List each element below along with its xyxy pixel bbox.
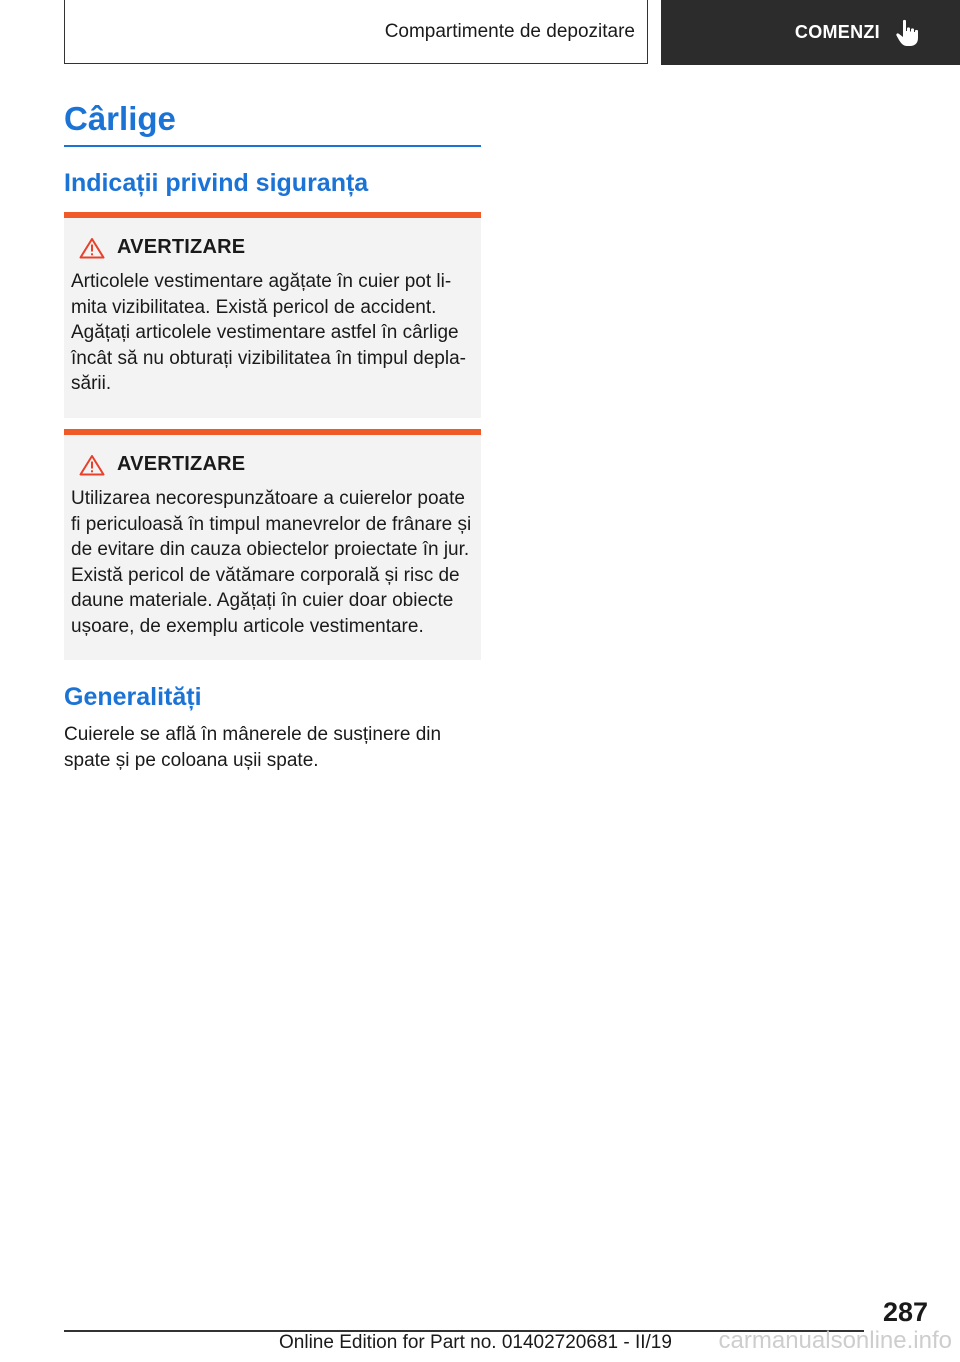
warning-text-line: mita vizibilitatea. Există pericol de accident. — [71, 296, 437, 318]
footer-edition-text: Online Edition for Part no. 01402720681 - II/19 — [279, 1332, 672, 1353]
warning-title: AVERTIZARE — [117, 453, 246, 475]
header-section-title: Compartimente de depozitare — [384, 20, 635, 42]
warning-text-line: daune materiale. Agățați în cuier doar obiecte — [71, 590, 454, 611]
warning-header — [71, 453, 471, 476]
watermark: carmanualsonline.info — [718, 1327, 952, 1354]
header-tab-comenzi[interactable] — [661, 0, 960, 65]
warning-text-line: Agățați articolele vestimentare astfel în cârlige — [71, 322, 459, 343]
warning-text-line: de evitare din cauza obiectelor proiectate în jur. — [71, 539, 470, 560]
warning-text-line: Articolele vestimentare agățate în cuier pot li- — [71, 271, 452, 292]
warning-header — [71, 236, 471, 259]
warning-box-1 — [64, 212, 481, 418]
body-text-line: Cuierele se află în mânerele de susținere din — [64, 724, 442, 745]
warning-box-2 — [64, 429, 481, 660]
page-title: Cârlige — [64, 100, 176, 137]
safety-heading: Indicații privind siguranța — [64, 169, 369, 197]
warning-text-line: încât să nu obturați vizibilitatea în timpul depla- — [71, 347, 466, 369]
warning-text-line: ușoare, de exemplu articole vestimentare. — [71, 615, 424, 637]
title-divider — [64, 145, 481, 147]
warning-text-line: Există pericol de vătămare corporală și risc de — [71, 564, 460, 586]
warning-triangle-icon — [79, 454, 105, 476]
header-tab-label: COMENZI — [794, 22, 880, 42]
general-body — [64, 722, 441, 773]
warning-triangle-icon — [79, 237, 105, 259]
warning-text-line: fi periculoasă în timpul manevrelor de frânare și — [71, 513, 472, 535]
body-text-line: spate și pe coloana ușii spate. — [64, 749, 319, 771]
warning-text-line: Utilizarea necorespunzătoare a cuierelor poate — [71, 488, 465, 509]
general-heading: Generalități — [64, 683, 202, 711]
header-section-box — [64, 0, 648, 64]
page-number: 287 — [882, 1297, 928, 1327]
pointing-hand-icon — [894, 18, 922, 48]
warning-text-line: sării. — [71, 373, 112, 394]
warning-title: AVERTIZARE — [117, 236, 246, 258]
